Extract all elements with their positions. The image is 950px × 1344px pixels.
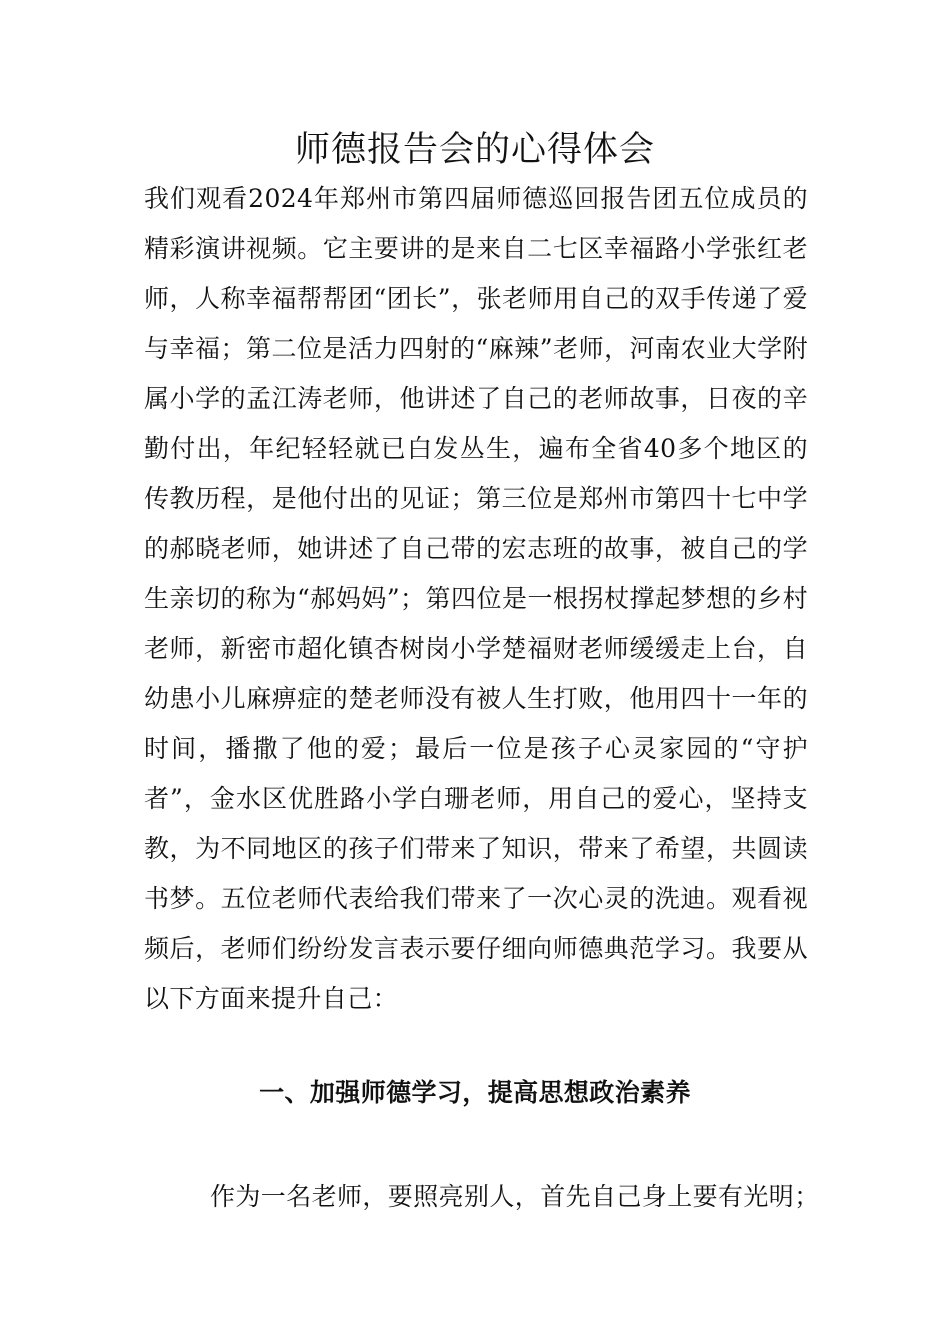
section-paragraph: 作为一名老师，要照亮别人，首先自己身上要有光明； (210, 1182, 820, 1211)
intro-paragraph: 我们观看2024年郑州市第四届师德巡回报告团五位成员的精彩演讲视频。它主要讲的是来自二七区幸福路小学张红老师，人称幸福帮帮团“团长”，张老师用自己的双手传递了爱与幸福；第二位是活力四射的“麻辣”老师，河南农业大学附属小学的孟江涛老师，他讲述了自己的老师故事，日夜的辛勤付出，年纪轻轻就已白发丛生，遍布全省40多个地区的传教历程，是他付出的见证；第三位是郑州市第四十七中学的郝晓老师，她讲述了自己带的宏志班的故事，被自己的学生亲切的称为“郝妈妈”；第四位是一根拐杖撑起梦想的乡村老师，新密市超化镇杏树岗小学楚福财老师缓缓走上台，自幼患小儿麻痹症的楚老师没有被人生打败，他用四十一年的时间，播撒了他的爱；最后一位是孩子心灵家园的“守护者”，金水区优胜路小学白珊老师，用自己的爱心，坚持支教，为不同地区的孩子们带来了知识，带来了希望，共圆读书梦。五位老师代表给我们带来了一次心灵的洗迪。观看视频后，老师们纷纷发言表示要仔细向师德典范学习。我要从以下方面来提升自己： (144, 184, 808, 1013)
section-heading: 一、加强师德学习，提高思想政治素养 (259, 1078, 691, 1107)
body-text-block (144, 174, 808, 1024)
document-title: 师德报告会的心得体会 (294, 130, 655, 170)
